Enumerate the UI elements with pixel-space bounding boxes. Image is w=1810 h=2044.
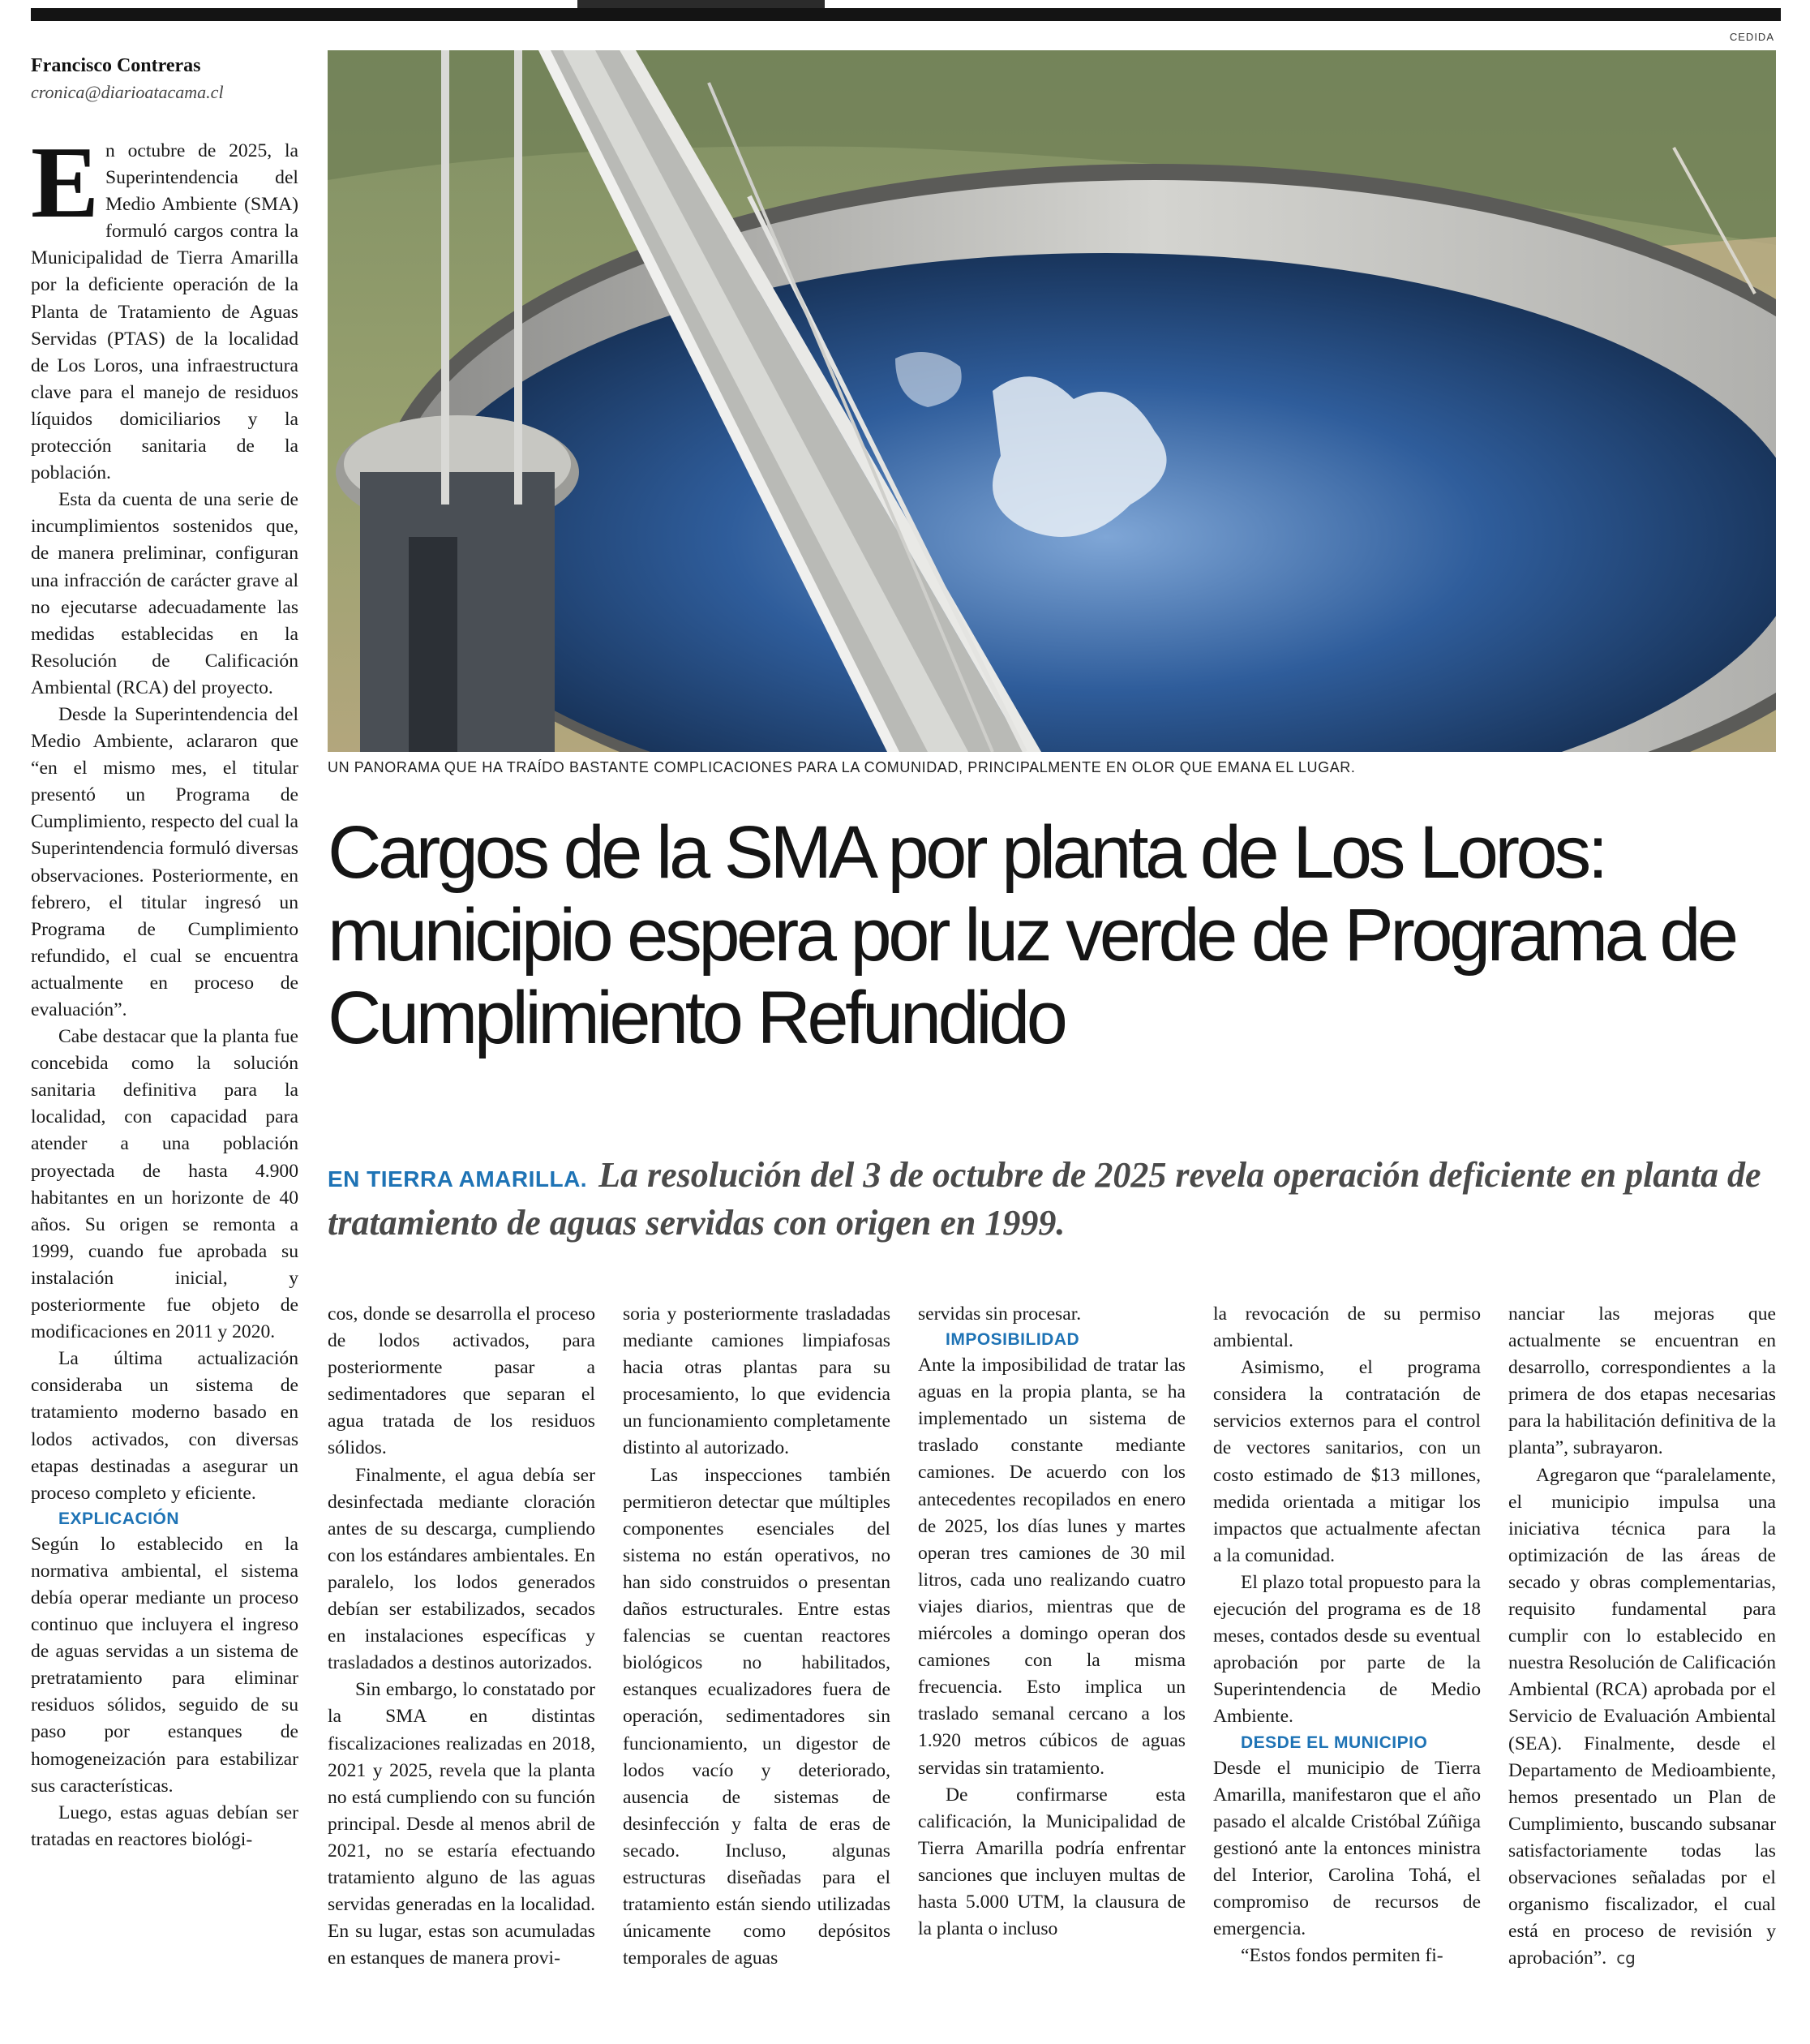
article-column-2 bbox=[328, 1301, 595, 1972]
subheading-desde-el-municipio: DESDE EL MUNICIPIO bbox=[1241, 1733, 1428, 1752]
paragraph: Esta da cuenta de una serie de incumplimientos sostenidos que, de manera preliminar, configuran una infracción de carácter grave al no ejecutarse adecuadamente las medidas establecidas en la Resolución de Calificación Ambiental (RCA) del proyecto. bbox=[31, 489, 298, 698]
paragraph: Cabe destacar que la planta fue concebida como la solución sanitaria definitiva para la localidad, con capacidad para atender a una población proyectada de hasta 4.900 habitantes en un horizonte de 40 años. Su origen se remonta a 1999, cuando fue aprobada su instalación inicial, y posteriormente fue objeto de modificaciones en 2011 y 2020. bbox=[31, 1026, 298, 1343]
article-column-5 bbox=[1213, 1301, 1481, 1969]
paragraph: Finalmente, el agua debía ser desinfectada mediante cloración antes de su descarga, cumpliendo con los estándares ambientales. En paralelo, los lodos generados debían ser estabilizados, secados en instalaciones específicas y trasladados a destinos autorizados. bbox=[328, 1464, 595, 1674]
paragraph: El plazo total propuesto para la ejecución del programa es de 18 meses, contados desde su eventual aprobación por parte de la Superintendencia de Medio Ambiente. bbox=[1213, 1571, 1481, 1728]
clarifier-tank-image bbox=[328, 50, 1776, 752]
byline bbox=[31, 55, 298, 103]
photo-credit: CEDIDA bbox=[1729, 31, 1774, 43]
article-column-1 bbox=[31, 127, 298, 1853]
paragraph: La última actualización consideraba un sistema de tratamiento moderno basado en lodos activados, con diversas etapas destinadas a asegurar un proceso completo y eficiente. bbox=[31, 1348, 298, 1504]
paragraph: En octubre de 2025, la Superintendencia del Medio Ambiente (SMA) formuló cargos contra la Municipalidad de Tierra Amarilla por la deficiente operación de la Planta de Tratamiento de Aguas Servidas (PTAS) de la localidad de Los Loros, una infraestructura clave para el manejo de residuos líquidos domiciliarios y la protección sanitaria de la población. bbox=[31, 127, 298, 484]
subheading-explicacion: EXPLICACIÓN bbox=[58, 1509, 180, 1528]
drop-cap: E bbox=[31, 127, 100, 239]
paragraph: Desde la Superintendencia del Medio Ambiente, aclararon que “en el mismo mes, el titular presentó un Programa de Cumplimiento, respecto del cual la Superintendencia formuló diversas observaciones. Posteriormente, en febrero, el titular ingresó un Programa de Cumplimiento refundido, el cual se encuentra actualmente en proceso de evaluación”. bbox=[31, 703, 298, 1020]
paragraph: servidas sin procesar. bbox=[918, 1303, 1082, 1325]
deck bbox=[328, 1153, 1787, 1245]
subheading-imposibilidad: IMPOSIBILIDAD bbox=[946, 1330, 1080, 1350]
deck-text: La resolución del 3 de octubre de 2025 revela operación deficiente en planta de tratamiento de aguas servidas con origen en 1999. bbox=[328, 1155, 1761, 1243]
top-rule bbox=[31, 8, 1781, 21]
author-email: cronica@diarioatacama.cl bbox=[31, 82, 224, 102]
headline: Cargos de la SMA por planta de Los Loros: municipio espera por luz verde de Programa de Cumplimiento Refundido bbox=[328, 811, 1735, 1059]
paragraph: Las inspecciones también permitieron detectar que múltiples componentes esenciales del sistema no están operativos, no han sido construidos o presentan daños estructurales. Entre estas falencias se cuentan reactores biológicos no habilitados, estanques ecualizadores fuera de operación, sedimentadores sin funcionamiento, un digestor de lodos vacío y deteriorado, ausencia de sistemas de desinfección y falta de eras de secado. Incluso, algunas estructuras diseñadas para el tratamiento están siendo utilizadas únicamente como depósitos temporales de aguas bbox=[623, 1464, 890, 1969]
paragraph: nanciar las mejoras que actualmente se encuentran en desarrollo, correspondientes a la primera de dos etapas necesarias para la habilitación definitiva de la planta”, subrayaron. bbox=[1508, 1303, 1776, 1459]
paragraph: Agregaron que “paralelamente, el municipio impulsa una iniciativa técnica para la optimización de las áreas de secado y obras complementarias, requisito fundamental para cumplir con lo establecido en nuestra Resolución de Calificación Ambiental (RCA) aprobada por el Servicio de Evaluación Ambiental (SEA). Finalmente, desde el Departamento de Medioambiente, hemos presentado un Plan de Cumplimiento, buscando subsanar satisfactoriamente todas las observaciones señaladas por el organismo fiscalizador, el cual está en proceso de revisión y aprobación”. cg bbox=[1508, 1464, 1776, 1969]
article-column-3 bbox=[623, 1301, 890, 1972]
paragraph: Ante la imposibilidad de tratar las aguas en la propia planta, se ha implementado un sistema de traslado constante mediante camiones. De acuerdo con los antecedentes recopilados en enero de 2025, los días lunes y martes operan tres camiones de 30 mil litros, cada uno realizando cuatro viajes diarios, mientras que de miércoles a domingo operan dos camiones con la misma frecuencia. Esto implica un traslado semanal cercano a los 1.920 metros cúbicos de aguas servidas sin tratamiento. bbox=[918, 1355, 1186, 1779]
paragraph: De confirmarse esta calificación, la Municipalidad de Tierra Amarilla podría enfrentar sanciones que incluyen multas de hasta 5.000 UTM, la clausura de la planta o incluso bbox=[918, 1784, 1186, 1940]
article-end-mark: cg bbox=[1616, 1948, 1636, 1969]
previous-article-image-edge bbox=[577, 0, 825, 8]
photo-caption: UN PANORAMA QUE HA TRAÍDO BASTANTE COMPLICACIONES PARA LA COMUNIDAD, PRINCIPALMENTE EN OLOR QUE EMANA EL LUGAR. bbox=[328, 759, 1356, 775]
article-column-6 bbox=[1508, 1301, 1776, 1972]
author-name: Francisco Contreras bbox=[31, 55, 201, 76]
paragraph: Sin embargo, lo constatado por la SMA en distintas fiscalizaciones realizadas en 2018, 2021 y 2025, revela que la planta no está cumpliendo con su función principal. Desde al menos abril de 2021, no se estaría efectuando tratamiento alguno de las aguas servidas generadas en la localidad. En su lugar, estas son acumuladas en estanques de manera provi- bbox=[328, 1679, 595, 1969]
paragraph: la revocación de su permiso ambiental. bbox=[1213, 1303, 1481, 1352]
article-column-4 bbox=[918, 1301, 1186, 1943]
paragraph: cos, donde se desarrolla el proceso de lodos activados, para posteriormente pasar a sedimentadores que separan el agua tratada de los residuos sólidos. bbox=[328, 1303, 595, 1459]
deck-kicker: EN TIERRA AMARILLA. bbox=[328, 1166, 588, 1192]
paragraph: Según lo establecido en la normativa ambiental, el sistema debía operar mediante un proceso continuo que incluyera el ingreso de aguas servidas a un sistema de pretratamiento para eliminar residuos sólidos, seguido de su paso por estanques de homogeneización para estabilizar sus características. bbox=[31, 1533, 298, 1797]
paragraph: Desde el municipio de Tierra Amarilla, manifestaron que el año pasado el alcalde Cristóbal Zúñiga gestionó ante la entonces ministra del Interior, Carolina Tohá, el compromiso de recursos de emergencia. bbox=[1213, 1757, 1481, 1940]
paragraph: Asimismo, el programa considera la contratación de servicios externos para el control de vectores sanitarios, con un costo estimado de $13 millones, medida orientada a mitigar los impactos que actualmente afectan a la comunidad. bbox=[1213, 1357, 1481, 1566]
paragraph: “Estos fondos permiten fi- bbox=[1241, 1945, 1443, 1967]
paragraph: Luego, estas aguas debían ser tratadas en reactores biológi- bbox=[31, 1801, 298, 1850]
treatment-plant-photo bbox=[328, 50, 1776, 752]
paragraph: soria y posteriormente trasladadas mediante camiones limpiafosas hacia otras plantas para su procesamiento, lo que evidencia un funcionamiento completamente distinto al autorizado. bbox=[623, 1303, 890, 1459]
